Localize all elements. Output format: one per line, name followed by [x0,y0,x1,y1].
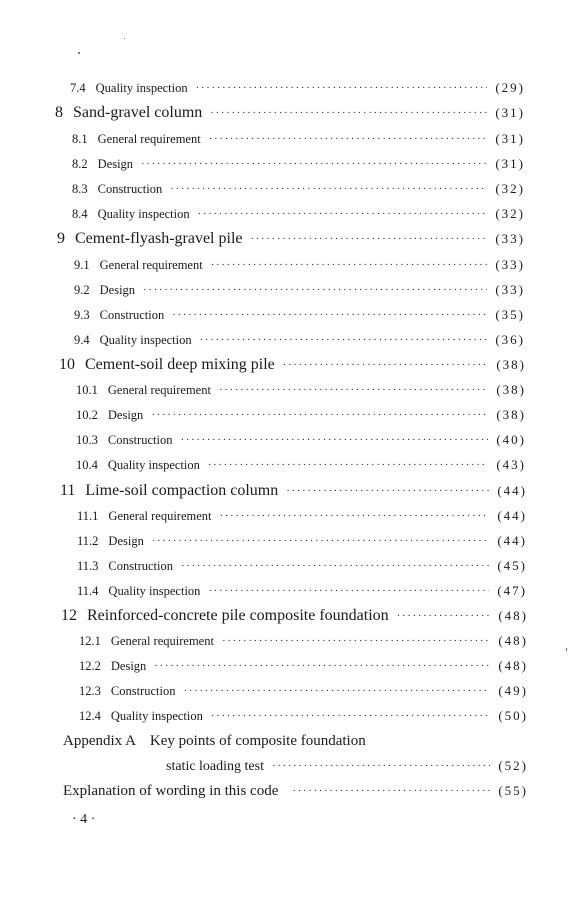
toc-number: 9.2 [74,283,90,297]
toc-title: General requirement [108,509,212,523]
toc-number: 12.1 [79,634,101,648]
toc-page: (33) [495,282,525,297]
dot-leader [210,107,487,119]
toc-entry-11-3[interactable] [77,558,527,574]
toc-entry-10-1[interactable] [76,382,526,398]
toc-title: Design [108,534,144,548]
toc-number: 10.4 [76,458,98,472]
toc-number: 12.4 [79,709,101,723]
toc-page: (49) [498,683,528,698]
toc-page: (55) [498,783,528,798]
toc-title: Construction [107,433,173,447]
toc-page: (50) [498,708,528,723]
appendix-title-line2: static loading test [166,759,264,774]
toc-title: General requirement [110,634,214,648]
toc-number: 8.2 [72,157,88,171]
toc-page: (40) [496,432,526,447]
toc-entry-appendix-a-cont[interactable] [166,758,528,775]
dot-leader [219,384,488,396]
toc-number: 9.1 [74,258,90,272]
toc-title: Quality inspection [97,207,190,221]
toc-page: (44) [497,483,527,498]
dot-leader [181,560,489,572]
dot-leader [152,535,489,547]
toc-entry-8-1[interactable] [72,131,525,147]
dot-leader [211,710,490,722]
toc-page: (32) [495,181,525,196]
toc-entry-8-2[interactable] [72,156,525,172]
dot-leader [208,585,489,597]
dot-leader [251,233,488,245]
toc-page: (38) [496,382,526,397]
toc-page: (44) [497,533,527,548]
toc-title: Quality inspection [108,584,201,598]
dot-leader [286,485,489,497]
scan-speck [124,38,125,39]
toc-number: 10.3 [76,433,98,447]
toc-page: (33) [495,231,525,246]
toc-entry-11-1[interactable] [77,508,527,524]
toc-number: 8 [55,104,63,121]
toc-page: (48) [498,658,528,673]
toc-number: 11.2 [77,534,99,548]
toc-page: (35) [495,307,525,322]
toc-number: 8.4 [72,207,88,221]
dot-leader [198,208,488,220]
toc-entry-appendix-a[interactable] [63,733,366,750]
toc-entry-10-2[interactable] [76,407,526,423]
toc-entry-explanation[interactable] [63,783,528,800]
dot-leader [292,785,490,797]
toc-entry-12-4[interactable] [79,708,528,724]
toc-entry-8-4[interactable] [72,206,525,222]
toc-page: (38) [496,357,526,372]
dot-leader [211,259,488,271]
toc-title: General requirement [99,258,203,272]
toc-page: (48) [498,608,528,623]
dot-leader [196,82,488,94]
toc-entry-8-3[interactable] [72,181,525,197]
toc-page: (36) [495,332,525,347]
toc-number: 11.1 [77,509,99,523]
toc-page: (31) [495,105,525,120]
toc-number: 12.2 [79,659,101,673]
dot-leader [141,158,487,170]
toc-number: 12.3 [79,684,101,698]
toc-number: 9.3 [74,308,90,322]
toc-entry-12-2[interactable] [79,658,528,674]
dot-leader [154,660,490,672]
toc-entry-12[interactable] [61,607,528,625]
toc-title: Design [99,283,136,297]
toc-title: Design [97,157,134,171]
toc-entry-11-4[interactable] [77,583,527,599]
appendix-label: Appendix A [63,733,136,749]
toc-title: Quality inspection [107,458,200,472]
toc-number: 10.2 [76,408,98,422]
toc-title: General requirement [107,383,211,397]
toc-page: (43) [496,457,526,472]
dot-leader [143,284,487,296]
scan-speck [566,648,567,651]
toc-title: Design [110,659,147,673]
explanation-title: Explanation of wording in this code [63,783,279,799]
toc-number: 8.1 [72,132,88,146]
toc-entry-11[interactable] [60,482,527,500]
dot-leader [283,359,489,371]
toc-number: 9.4 [74,333,90,347]
toc-title: Cement-soil deep mixing pile [85,356,275,373]
toc-title: Construction [99,308,165,322]
dot-leader [209,133,488,145]
toc-number: 11.3 [77,559,99,573]
toc-entry-9-3[interactable] [74,307,525,323]
dot-leader [180,434,488,446]
toc-page: (32) [495,206,525,221]
toc-title: Construction [97,182,163,196]
toc-page: (31) [495,156,525,171]
toc-page: (45) [497,558,527,573]
toc-entry-12-3[interactable] [79,683,528,699]
toc-number: 10.1 [76,383,98,397]
toc-number: 8.3 [72,182,88,196]
dot-leader [170,183,487,195]
toc-entry-8[interactable] [55,104,525,122]
toc-number: 12 [61,607,77,624]
toc-entry-11-2[interactable] [77,533,527,549]
toc-title: Reinforced-concrete pile composite foundation [87,607,389,624]
toc-title: Quality inspection [110,709,203,723]
toc-entry-12-1[interactable] [79,633,528,649]
toc-entry-10[interactable] [59,356,526,374]
appendix-title-line1: Key points of composite foundation [149,733,366,749]
toc-title: Lime-soil compaction column [85,482,279,499]
dot-leader [222,635,490,647]
toc-number: 11 [60,482,76,499]
toc-entry-9-4[interactable] [74,332,525,348]
toc-page: (29) [495,80,525,95]
toc-page: (48) [498,633,528,648]
toc-entry-9[interactable] [57,230,525,248]
toc-title: Construction [108,559,174,573]
toc-page: (44) [497,508,527,523]
toc-entry-9-1[interactable] [74,257,525,273]
toc-title: Design [107,408,144,422]
toc-entry-10-3[interactable] [76,432,526,448]
toc-number: 11.4 [77,584,99,598]
dot-leader [272,760,490,772]
toc-page: (52) [498,758,528,773]
toc-page: (31) [495,131,525,146]
dot-leader [397,610,491,622]
scan-speck [78,52,80,54]
dot-leader [183,685,490,697]
dot-leader [208,459,488,471]
toc-page: (47) [497,583,527,598]
toc-entry-7-4[interactable] [70,80,525,96]
toc-title: Sand-gravel column [73,104,203,121]
toc-number: 10 [59,356,75,373]
toc-title: Quality inspection [99,333,192,347]
toc-title: Construction [110,684,176,698]
toc-number: 7.4 [70,81,86,95]
toc-title: Cement-flyash-gravel pile [75,230,243,247]
toc-title: General requirement [97,132,201,146]
dot-leader [151,409,488,421]
dot-leader [200,334,488,346]
toc-title: Quality inspection [95,81,188,95]
page-number: · 4 · [72,812,96,827]
toc-page: (38) [496,407,526,422]
toc-entry-10-4[interactable] [76,457,526,473]
dot-leader [220,510,490,522]
toc-number: 9 [57,230,65,247]
toc-entry-9-2[interactable] [74,282,525,298]
dot-leader [172,309,487,321]
toc-page: (33) [495,257,525,272]
